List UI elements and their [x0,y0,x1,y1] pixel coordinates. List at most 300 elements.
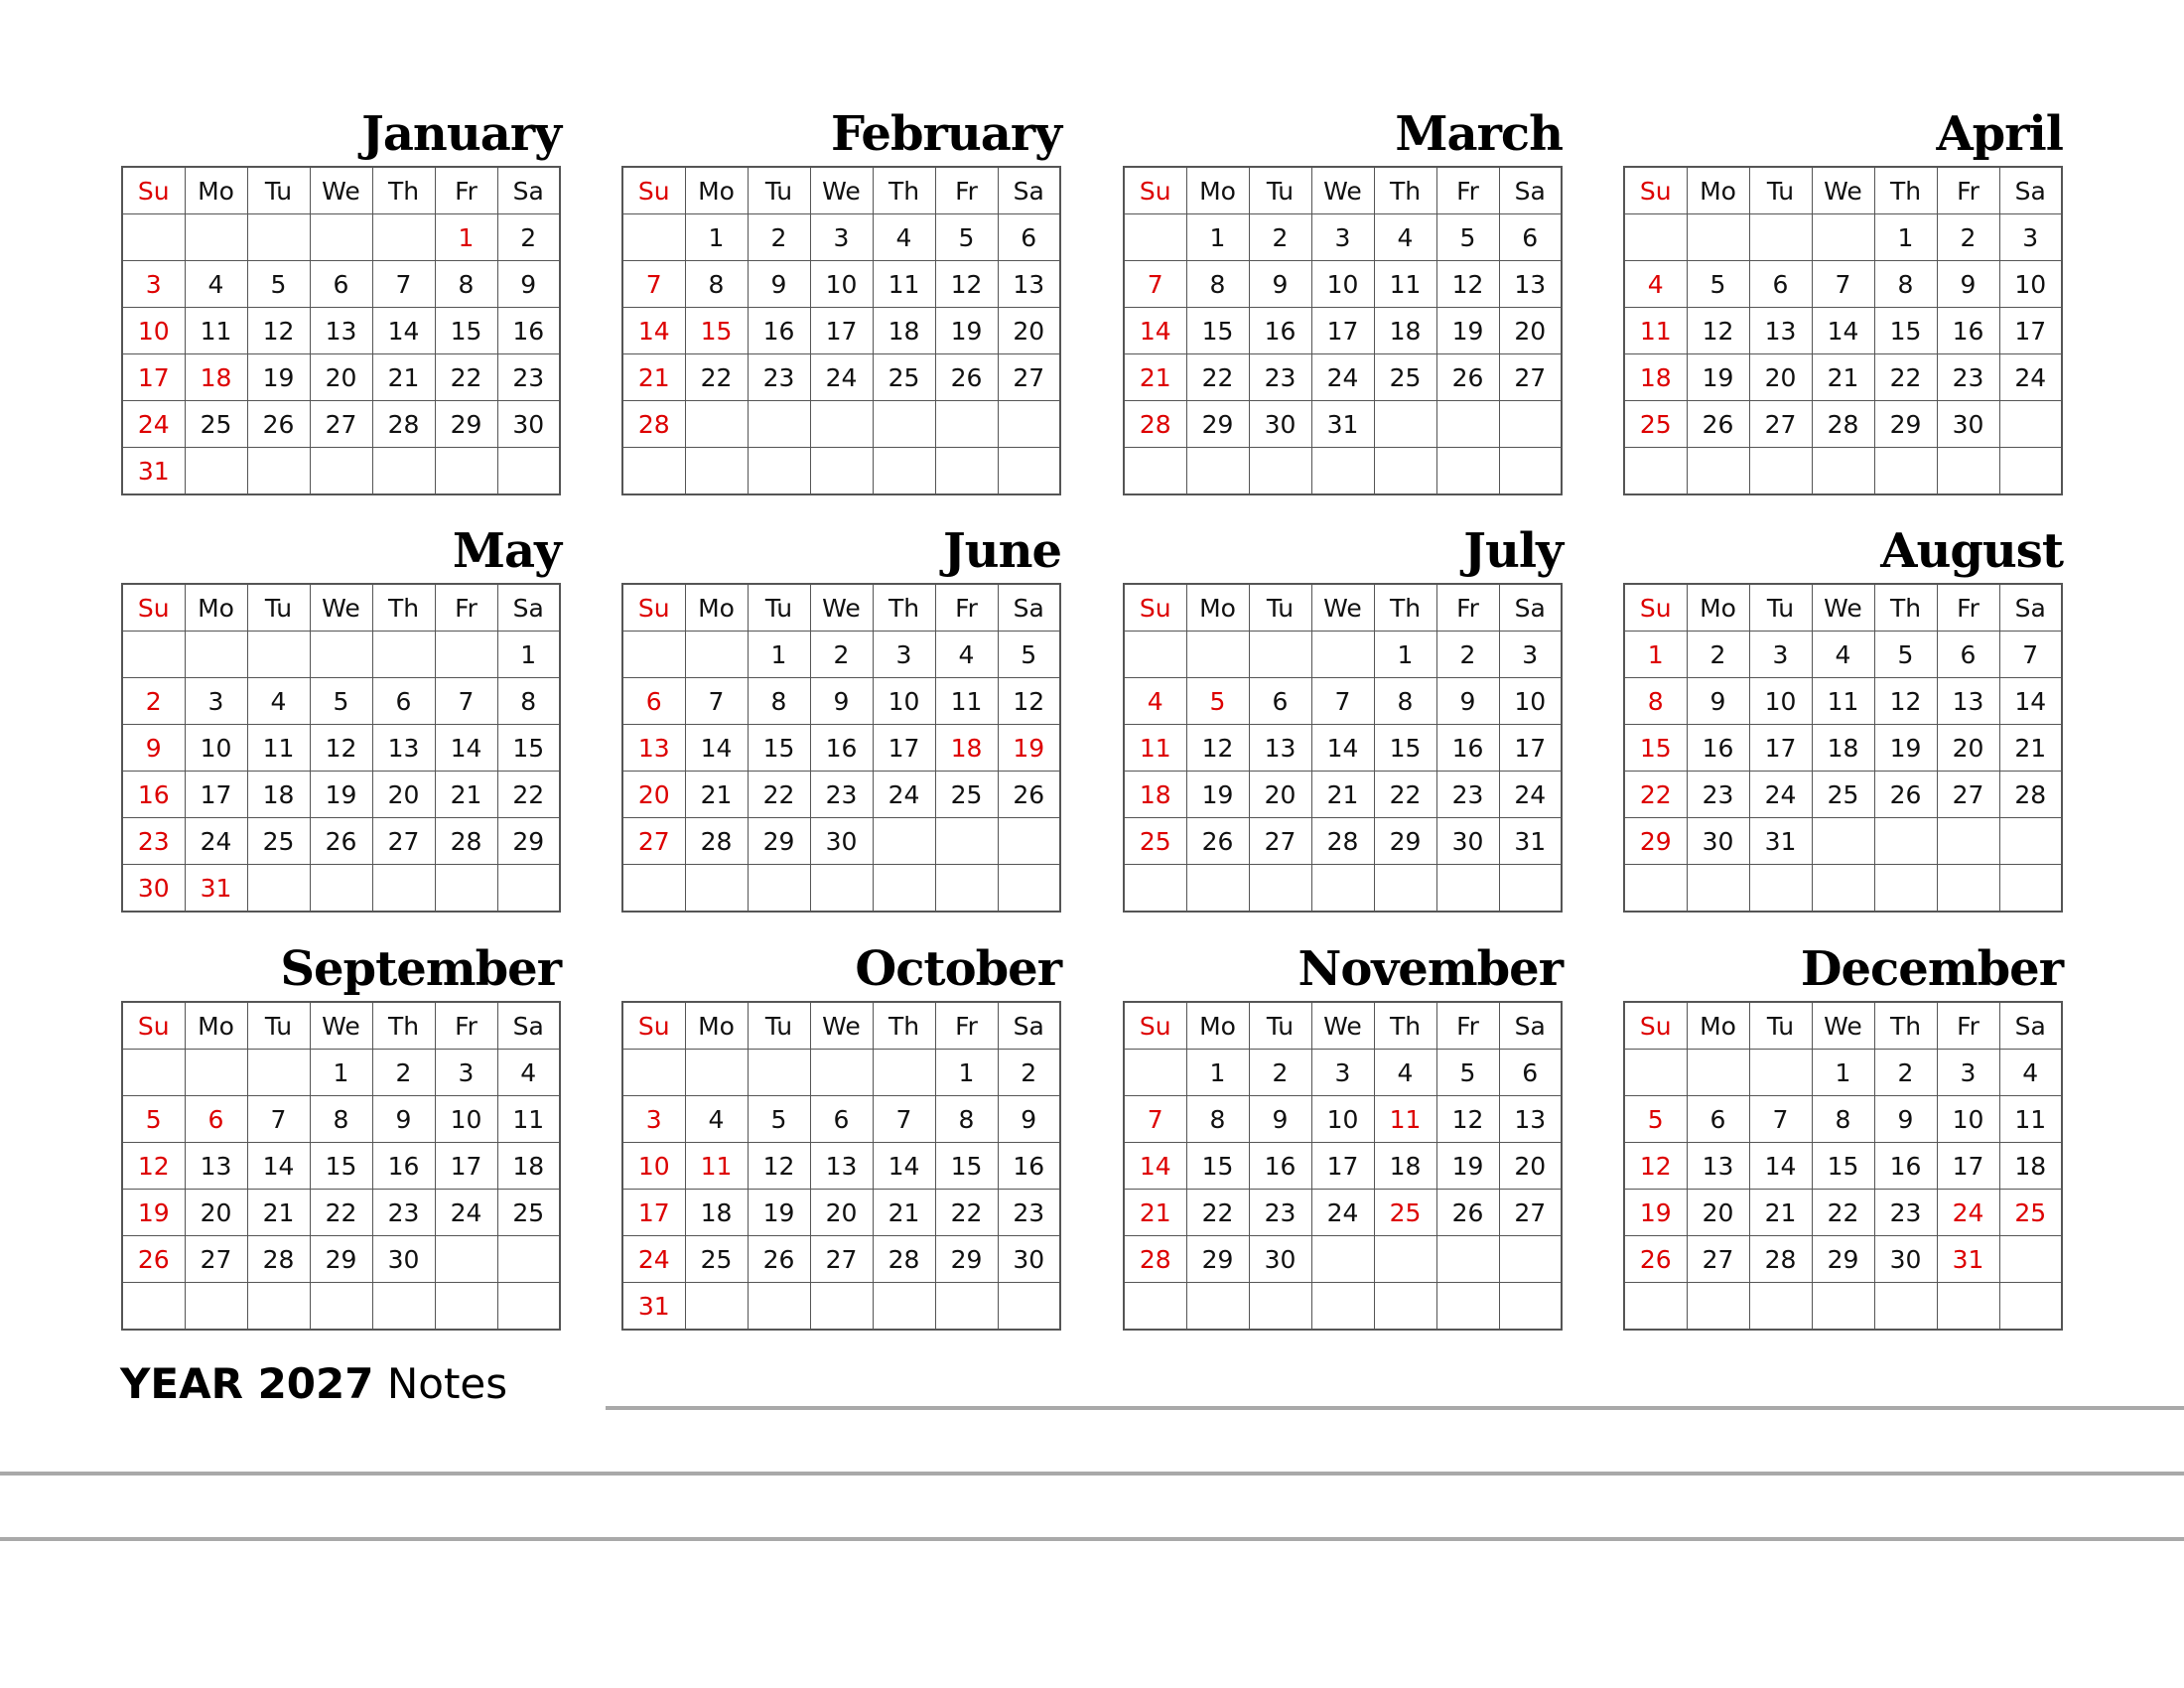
week-row [1124,1143,1562,1190]
day-cell: 1 [1186,214,1249,261]
day-cell: 23 [1436,772,1499,818]
weekday-header: Sa [998,584,1060,632]
day-cell: 21 [435,772,497,818]
weekday-header: Mo [1186,167,1249,214]
day-cell: 6 [622,678,685,725]
day-cell: 8 [497,678,560,725]
weekday-header-row [1124,1002,1562,1050]
day-cell: 15 [935,1143,998,1190]
empty-day-cell [185,214,247,261]
weekday-header: Fr [1436,167,1499,214]
empty-day-cell [998,818,1060,865]
week-row [1124,308,1562,354]
day-cell: 3 [622,1096,685,1143]
week-row [1624,678,2062,725]
day-cell: 9 [1874,1096,1937,1143]
weekday-header: Tu [1749,584,1812,632]
day-cell: 15 [497,725,560,772]
week-row [622,865,1060,913]
day-cell: 13 [998,261,1060,308]
empty-day-cell [247,1050,310,1096]
weekday-header: Sa [1499,167,1562,214]
day-cell: 25 [935,772,998,818]
empty-day-cell [310,1283,372,1331]
day-cell: 6 [310,261,372,308]
day-cell: 11 [1374,261,1436,308]
empty-day-cell [873,448,935,495]
day-cell: 11 [247,725,310,772]
day-cell: 24 [1749,772,1812,818]
day-cell: 13 [1687,1143,1749,1190]
empty-day-cell [873,401,935,448]
day-cell: 8 [1374,678,1436,725]
day-cell: 10 [622,1143,685,1190]
empty-day-cell [372,1283,435,1331]
empty-day-cell [873,818,935,865]
day-cell: 17 [810,308,873,354]
day-cell: 5 [1624,1096,1687,1143]
weekday-header: Su [122,584,185,632]
week-row [1624,1236,2062,1283]
empty-day-cell [1249,1283,1311,1331]
weekday-header: Tu [748,167,810,214]
empty-day-cell [1749,865,1812,913]
day-cell: 4 [1374,214,1436,261]
day-cell: 14 [1999,678,2062,725]
day-cell: 26 [1186,818,1249,865]
day-cell: 4 [1812,632,1874,678]
month-title: July [1463,523,1563,579]
empty-day-cell [1124,448,1186,495]
day-cell: 30 [1874,1236,1937,1283]
weekday-header: Mo [1687,167,1749,214]
empty-day-cell [622,1050,685,1096]
day-cell: 7 [1812,261,1874,308]
day-cell: 4 [935,632,998,678]
empty-day-cell [497,448,560,495]
week-row [1624,401,2062,448]
day-cell: 14 [1812,308,1874,354]
month-table [121,1001,561,1331]
weekday-header-row [1624,584,2062,632]
empty-day-cell [1624,448,1687,495]
month-title: June [942,523,1061,579]
day-cell: 26 [748,1236,810,1283]
day-cell: 16 [1874,1143,1937,1190]
day-cell: 5 [1186,678,1249,725]
day-cell: 17 [622,1190,685,1236]
month-title: October [855,941,1061,997]
empty-day-cell [1186,1283,1249,1331]
day-cell: 9 [810,678,873,725]
day-cell: 13 [1499,261,1562,308]
day-cell: 5 [748,1096,810,1143]
empty-day-cell [247,1283,310,1331]
weekday-header: Th [372,584,435,632]
day-cell: 27 [622,818,685,865]
empty-day-cell [122,1283,185,1331]
day-cell: 2 [497,214,560,261]
empty-day-cell [1374,865,1436,913]
day-cell: 16 [1436,725,1499,772]
empty-day-cell [1499,448,1562,495]
day-cell: 13 [185,1143,247,1190]
empty-day-cell [810,865,873,913]
empty-day-cell [1687,1050,1749,1096]
week-row [122,1236,560,1283]
week-row [1624,308,2062,354]
day-cell: 25 [1124,818,1186,865]
day-cell: 4 [1124,678,1186,725]
day-cell: 15 [435,308,497,354]
day-cell: 17 [1937,1143,1999,1190]
day-cell: 4 [685,1096,748,1143]
weekday-header: Tu [1249,1002,1311,1050]
day-cell: 14 [1311,725,1374,772]
empty-day-cell [622,448,685,495]
empty-day-cell [122,1050,185,1096]
day-cell: 10 [1499,678,1562,725]
weekday-header: Sa [1999,167,2062,214]
day-cell: 25 [185,401,247,448]
day-cell: 2 [748,214,810,261]
day-cell: 23 [810,772,873,818]
day-cell: 29 [1874,401,1937,448]
day-cell: 29 [1374,818,1436,865]
weekday-header: Su [122,167,185,214]
weekday-header: Mo [685,1002,748,1050]
week-row [622,1283,1060,1331]
day-cell: 6 [1249,678,1311,725]
day-cell: 7 [1124,1096,1186,1143]
weekday-header: Sa [497,584,560,632]
day-cell: 24 [435,1190,497,1236]
weekday-header: Tu [1249,167,1311,214]
month-february [621,102,1061,495]
day-cell: 19 [748,1190,810,1236]
day-cell: 9 [1436,678,1499,725]
week-row [1124,632,1562,678]
day-cell: 6 [1937,632,1999,678]
day-cell: 8 [685,261,748,308]
day-cell: 3 [1311,214,1374,261]
empty-day-cell [435,1236,497,1283]
week-row [1624,354,2062,401]
month-title: November [1297,941,1563,997]
empty-day-cell [1249,448,1311,495]
empty-day-cell [1749,1050,1812,1096]
week-row [1624,865,2062,913]
day-cell: 17 [122,354,185,401]
week-row [1624,632,2062,678]
day-cell: 2 [1937,214,1999,261]
day-cell: 27 [1499,354,1562,401]
day-cell: 17 [1311,308,1374,354]
day-cell: 10 [873,678,935,725]
month-title: September [280,941,561,997]
note-line[interactable] [0,1537,2184,1541]
day-cell: 24 [185,818,247,865]
day-cell: 29 [1186,1236,1249,1283]
day-cell: 6 [1499,214,1562,261]
day-cell: 19 [1687,354,1749,401]
day-cell: 24 [1311,1190,1374,1236]
day-cell: 10 [1937,1096,1999,1143]
day-cell: 31 [122,448,185,495]
week-row [1124,354,1562,401]
weekday-header: Su [1624,584,1687,632]
weekday-header: Fr [1937,167,1999,214]
empty-day-cell [497,865,560,913]
month-march [1123,102,1563,495]
day-cell: 19 [998,725,1060,772]
empty-day-cell [372,632,435,678]
empty-day-cell [1874,448,1937,495]
day-cell: 20 [1749,354,1812,401]
weekday-header: We [810,1002,873,1050]
month-table [1623,1001,2063,1331]
weekday-header: Sa [497,167,560,214]
weekday-header-row [1624,167,2062,214]
week-row [1124,865,1562,913]
month-table [621,166,1061,495]
day-cell: 3 [1499,632,1562,678]
day-cell: 27 [1937,772,1999,818]
weekday-header-row [122,584,560,632]
day-cell: 6 [1499,1050,1562,1096]
weekday-header-row [122,167,560,214]
week-row [1624,261,2062,308]
day-cell: 9 [497,261,560,308]
weekday-header: Tu [247,584,310,632]
month-june [621,519,1061,913]
week-row [622,448,1060,495]
empty-day-cell [935,401,998,448]
day-cell: 10 [1311,1096,1374,1143]
day-cell: 21 [1124,1190,1186,1236]
week-row [622,725,1060,772]
weekday-header: Sa [1499,584,1562,632]
week-row [1124,401,1562,448]
day-cell: 22 [935,1190,998,1236]
empty-day-cell [622,632,685,678]
month-table [121,166,561,495]
day-cell: 12 [1436,1096,1499,1143]
weekday-header: Mo [1687,584,1749,632]
day-cell: 30 [1249,401,1311,448]
empty-day-cell [748,401,810,448]
week-row [122,448,560,495]
weekday-header: Th [372,1002,435,1050]
week-row [122,1143,560,1190]
week-row [622,678,1060,725]
empty-day-cell [685,1050,748,1096]
day-cell: 10 [1749,678,1812,725]
day-cell: 12 [1186,725,1249,772]
weekday-header: Sa [497,1002,560,1050]
month-table [1123,1001,1563,1331]
empty-day-cell [685,448,748,495]
day-cell: 19 [310,772,372,818]
day-cell: 21 [685,772,748,818]
month-table [621,583,1061,913]
day-cell: 24 [1937,1190,1999,1236]
day-cell: 16 [810,725,873,772]
day-cell: 12 [1687,308,1749,354]
day-cell: 11 [1812,678,1874,725]
empty-day-cell [810,448,873,495]
empty-day-cell [1624,1283,1687,1331]
day-cell: 12 [748,1143,810,1190]
empty-day-cell [185,448,247,495]
day-cell: 30 [810,818,873,865]
day-cell: 3 [810,214,873,261]
weekday-header: Fr [1436,584,1499,632]
empty-day-cell [435,865,497,913]
weekday-header: Tu [247,1002,310,1050]
day-cell: 18 [935,725,998,772]
empty-day-cell [1812,448,1874,495]
weekday-header: We [310,584,372,632]
day-cell: 21 [1124,354,1186,401]
month-title: February [830,106,1061,162]
day-cell: 9 [372,1096,435,1143]
week-row [1124,1050,1562,1096]
day-cell: 2 [1687,632,1749,678]
day-cell: 29 [1624,818,1687,865]
day-cell: 14 [1124,1143,1186,1190]
day-cell: 20 [1687,1190,1749,1236]
day-cell: 19 [122,1190,185,1236]
week-row [622,214,1060,261]
month-october [621,937,1061,1331]
week-row [1124,448,1562,495]
empty-day-cell [1687,865,1749,913]
month-title: March [1395,106,1563,162]
day-cell: 2 [1874,1050,1937,1096]
day-cell: 27 [185,1236,247,1283]
weekday-header: Th [1874,167,1937,214]
empty-day-cell [1436,448,1499,495]
day-cell: 1 [1374,632,1436,678]
empty-day-cell [122,214,185,261]
day-cell: 17 [1499,725,1562,772]
day-cell: 8 [1874,261,1937,308]
weekday-header: Sa [998,167,1060,214]
empty-day-cell [497,1236,560,1283]
empty-day-cell [1624,865,1687,913]
weekday-header: Mo [1186,1002,1249,1050]
notes-year-label: YEAR 2027 [120,1359,374,1408]
weekday-header: We [1812,167,1874,214]
day-cell: 13 [1499,1096,1562,1143]
weekday-header-row [122,1002,560,1050]
day-cell: 25 [497,1190,560,1236]
weekday-header: Th [1874,1002,1937,1050]
weekday-header-row [1124,167,1562,214]
week-row [1124,818,1562,865]
month-january [121,102,561,495]
day-cell: 1 [310,1050,372,1096]
day-cell: 21 [1749,1190,1812,1236]
note-line[interactable] [0,1472,2184,1476]
weekday-header: Su [1624,167,1687,214]
empty-day-cell [998,401,1060,448]
month-title: May [452,523,561,579]
empty-day-cell [1999,1283,2062,1331]
weekday-header: Mo [185,584,247,632]
empty-day-cell [1436,865,1499,913]
day-cell: 1 [748,632,810,678]
empty-day-cell [873,1050,935,1096]
day-cell: 3 [1937,1050,1999,1096]
day-cell: 9 [1937,261,1999,308]
day-cell: 16 [1249,308,1311,354]
day-cell: 21 [247,1190,310,1236]
day-cell: 20 [310,354,372,401]
day-cell: 26 [1436,354,1499,401]
day-cell: 30 [998,1236,1060,1283]
weekday-header: We [1311,1002,1374,1050]
day-cell: 30 [122,865,185,913]
day-cell: 7 [1311,678,1374,725]
note-line[interactable] [606,1406,2184,1410]
day-cell: 14 [622,308,685,354]
day-cell: 30 [1249,1236,1311,1283]
day-cell: 17 [1749,725,1812,772]
day-cell: 22 [1186,354,1249,401]
day-cell: 3 [1749,632,1812,678]
weekday-header: Tu [748,584,810,632]
day-cell: 19 [247,354,310,401]
day-cell: 23 [1249,354,1311,401]
day-cell: 12 [310,725,372,772]
empty-day-cell [1874,818,1937,865]
weekday-header: Su [1624,1002,1687,1050]
weekday-header: We [1311,584,1374,632]
week-row [122,308,560,354]
day-cell: 14 [1749,1143,1812,1190]
day-cell: 12 [247,308,310,354]
week-row [622,772,1060,818]
day-cell: 31 [1749,818,1812,865]
weekday-header: Fr [1937,584,1999,632]
day-cell: 3 [435,1050,497,1096]
day-cell: 16 [1937,308,1999,354]
empty-day-cell [1812,818,1874,865]
weekday-header: Tu [1249,584,1311,632]
day-cell: 6 [1687,1096,1749,1143]
empty-day-cell [1311,865,1374,913]
day-cell: 29 [935,1236,998,1283]
day-cell: 14 [435,725,497,772]
day-cell: 24 [873,772,935,818]
week-row [622,1143,1060,1190]
day-cell: 10 [1311,261,1374,308]
day-cell: 7 [1999,632,2062,678]
day-cell: 15 [748,725,810,772]
day-cell: 9 [1687,678,1749,725]
day-cell: 20 [1937,725,1999,772]
day-cell: 17 [435,1143,497,1190]
day-cell: 31 [1311,401,1374,448]
day-cell: 4 [185,261,247,308]
empty-day-cell [1374,401,1436,448]
empty-day-cell [1311,448,1374,495]
day-cell: 11 [1374,1096,1436,1143]
month-september [121,937,561,1331]
day-cell: 15 [310,1143,372,1190]
